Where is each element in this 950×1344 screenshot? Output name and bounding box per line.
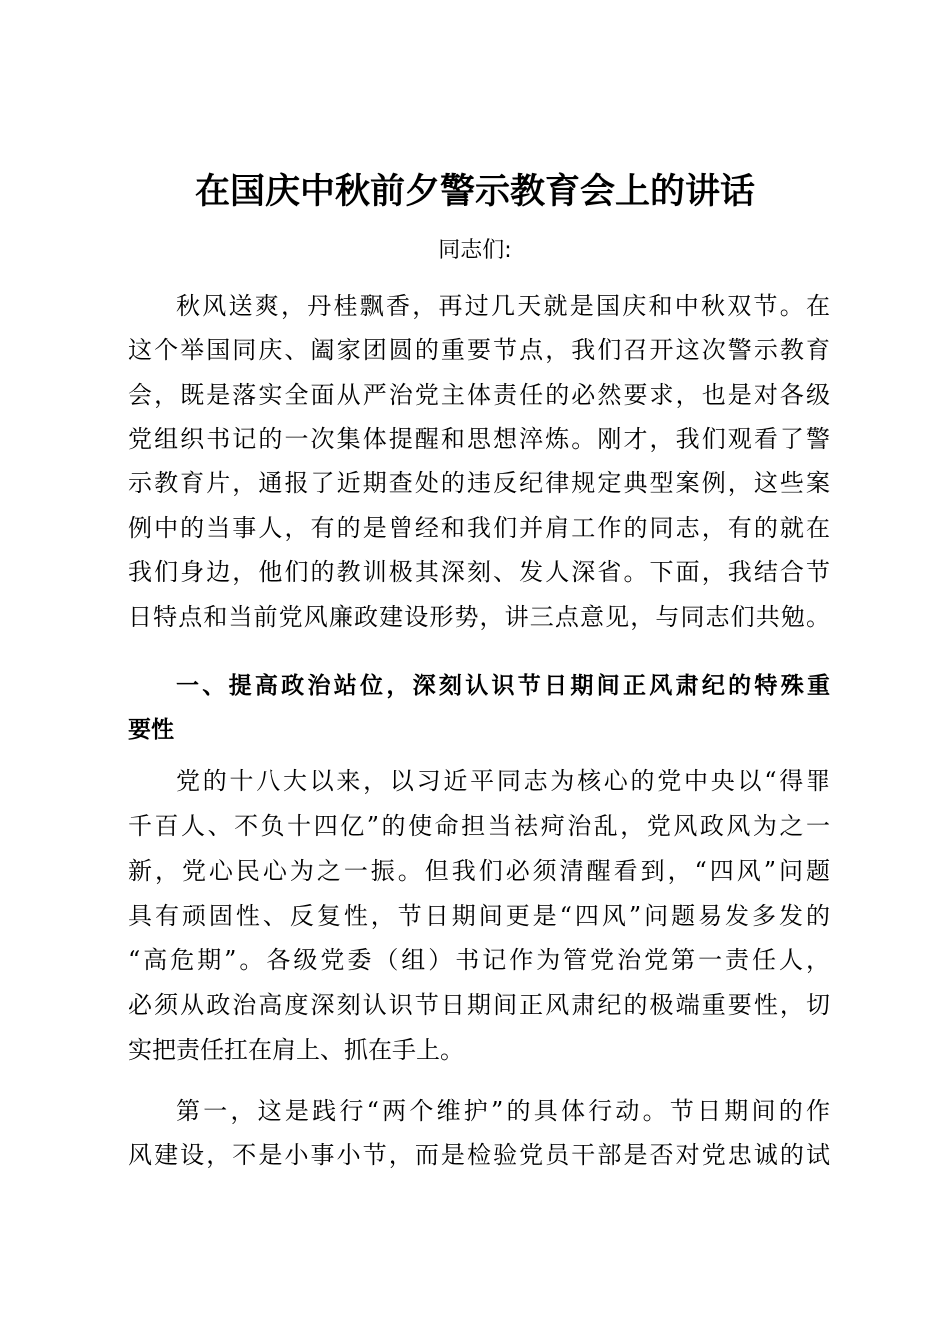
salutation: 同志们: <box>438 238 512 263</box>
section-heading-line: 要性 <box>128 717 174 743</box>
paragraph-line: 这个举国同庆、阖家团圆的重要节点，我们召开这次警示教育 <box>128 336 830 364</box>
paragraph-line: “高危期”。各级党委（组）书记作为管党治党第一责任人， <box>128 946 830 974</box>
paragraph-line: 秋风送爽，丹桂飘香，再过几天就是国庆和中秋双节。在 <box>176 292 830 320</box>
paragraph-line: 示教育片，通报了近期查处的违反纪律规定典型案例，这些案 <box>128 469 830 497</box>
paragraph-line: 风建设，不是小事小节，而是检验党员干部是否对党忠诚的试 <box>128 1141 830 1169</box>
paragraph-line: 日特点和当前党风廉政建设形势，讲三点意见，与同志们共勉。 <box>128 603 830 631</box>
paragraph-line: 新，党心民心为之一振。但我们必须清醒看到，“四风”问题 <box>128 857 830 885</box>
paragraph-line: 千百人、不负十四亿”的使命担当祛疴治乱，党风政风为之一 <box>128 812 830 840</box>
paragraph-line: 例中的当事人，有的是曾经和我们并肩工作的同志，有的就在 <box>128 514 830 542</box>
paragraph-line: 会，既是落实全面从严治党主体责任的必然要求，也是对各级 <box>128 381 830 409</box>
paragraph-line: 我们身边，他们的教训极其深刻、发人深省。下面，我结合节 <box>128 558 830 586</box>
paragraph-line: 具有顽固性、反复性，节日期间更是“四风”问题易发多发的 <box>128 902 830 930</box>
paragraph-line: 实把责任扛在肩上、抓在手上。 <box>128 1036 464 1064</box>
document-title: 在国庆中秋前夕警示教育会上的讲话 <box>194 171 755 212</box>
paragraph-line: 党组织书记的一次集体提醒和思想淬炼。刚才，我们观看了警 <box>128 425 830 453</box>
section-heading-line: 一、提高政治站位，深刻认识节日期间正风肃纪的特殊重 <box>176 673 830 699</box>
paragraph-line: 必须从政治高度深刻认识节日期间正风肃纪的极端重要性，切 <box>128 991 830 1019</box>
paragraph-line: 第一，这是践行“两个维护”的具体行动。节日期间的作 <box>176 1097 830 1125</box>
paragraph-line: 党的十八大以来，以习近平同志为核心的党中央以“得罪 <box>176 767 830 795</box>
